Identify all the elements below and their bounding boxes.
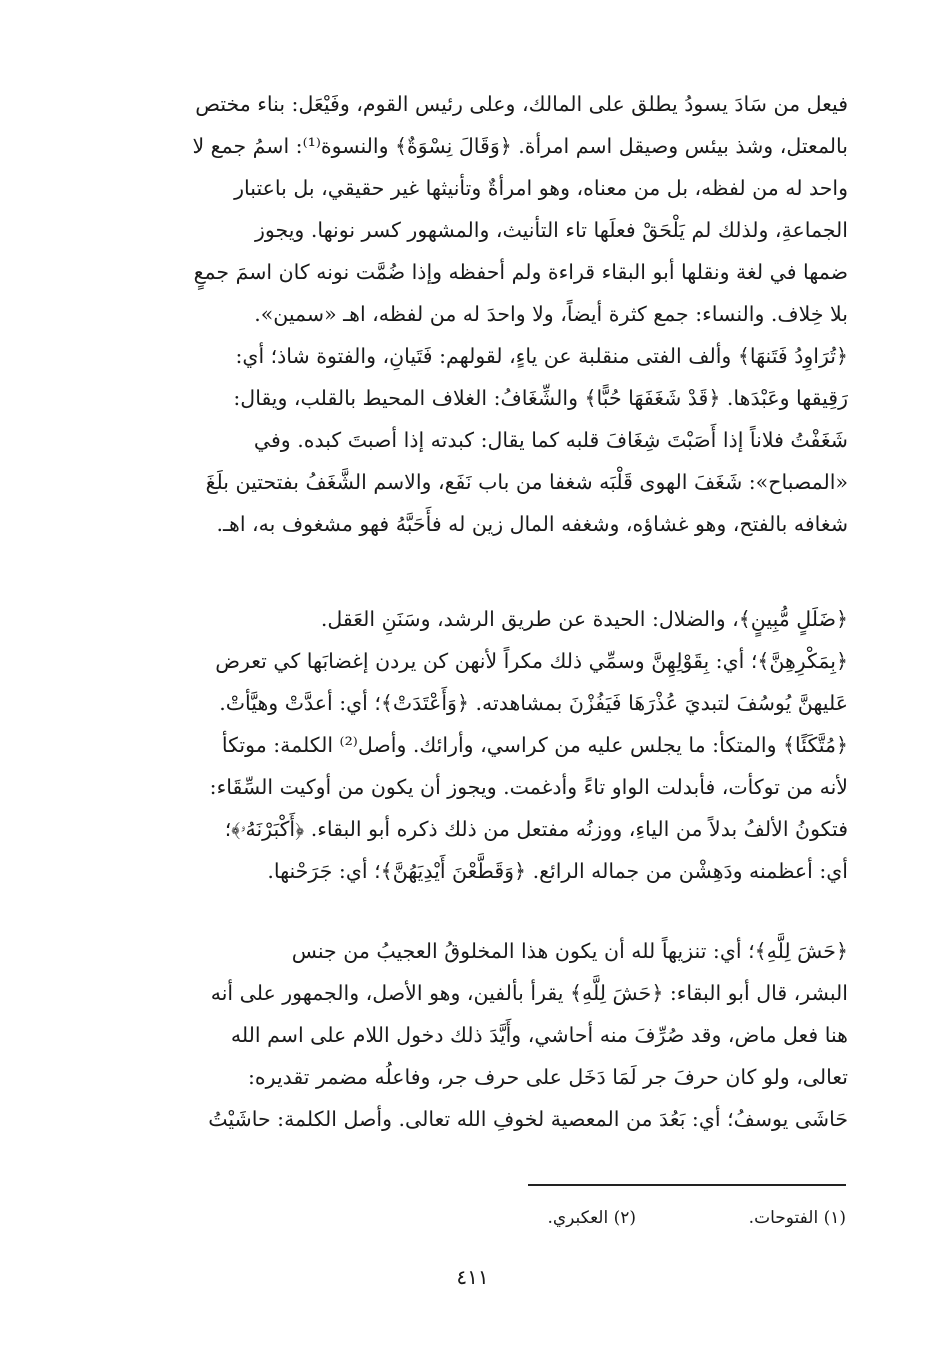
text-line: واحد له من لفظه، بل من معناه، وهو امرأةٌ وتأنيثها غير حقيقي، بل باعتبار	[234, 176, 848, 200]
text-line: شَغَفْتُ فلاناً إذا أَصَبْتَ شِغَافَ قلبه كما يقال: كبدته إذا أصبتَ كبده. وفي	[253, 428, 848, 452]
text-line: ﴿مُتَّكَئًا﴾ والمتكأ: ما يجلس عليه من كراسي، وأرائك. وأصل⁽²⁾ الكلمة: موتكأ	[221, 733, 848, 757]
text-line: هنا فعل ماض، وقد صُرِّفَ منه أحاشي، وأَيَّدَ ذلك دخول اللام على اسم الله	[230, 1023, 848, 1047]
page-number: ٤١١	[456, 1265, 489, 1289]
text-line: ضمها في لغة ونقلها أبو البقاء قراءة ولم أحفظه وإذا ضُمَّت نونه كان اسمَ جمعٍ	[193, 260, 848, 284]
text-line: البشر، قال أبو البقاء: ﴿حَشَ لِلَّهِ﴾ يقرأ بألفين، وهو الأصل، والجمهور على أنه	[210, 981, 848, 1005]
text-line: حَاشَى يوسفُ؛ أي: بَعُدَ من المعصية لخوفِ الله تعالى. وأصل الكلمة: حاشَيْتُ	[208, 1107, 848, 1131]
paragraph-2	[76, 598, 848, 892]
text-line: تعالى، ولو كان حرفَ جر لَمَا دَخَل على حرف جر، وفاعلُه مضمر تقديره:	[248, 1065, 848, 1089]
text-line: الجماعةِ، ولذلك لم يَلْحَقْ فعلَها تاء التأنيث، والمشهور كسر نونها. ويجوز	[254, 218, 848, 242]
text-line: بالمعتل، وشذ بيئس وصيقل اسم امرأة. ﴿وَقَالَ نِسْوَةٌ﴾ والنسوة⁽¹⁾: اسمُ جمع لا	[192, 134, 848, 158]
footnote-2: (٢) العكبري.	[547, 1208, 636, 1228]
text-line: لأنه من توكأت، فأبدلت الواو تاءً وأدغمت. ويجوز أن يكون من أوكيت السِّقَاء:	[209, 775, 848, 799]
text-line: أي: أعظمنه ودَهِشْن من جماله الرائع. ﴿وَقَطَّعْنَ أَيْدِيَهُنَّ﴾؛ أي: جَرَحْنها.	[267, 859, 848, 883]
paragraph-3	[76, 930, 848, 1140]
paragraph-1	[76, 83, 848, 545]
text-line: فيعل من سَادَ يسودُ يطلق على المالك، وعلى رئيس القوم، وفَيْعَل: بناء مختص	[195, 92, 848, 116]
text-line: شغافه بالفتح، وهو غشاؤه، وشغفه المال زين له فأَحَبَّهُ فهو مشغوف به، اهـ.	[216, 512, 848, 536]
text-line: ﴿بِمَكْرِهِنَّ﴾؛ أي: بِقَوْلِهِنَّ وسمِّي ذلك مكراً لأنهن كن يردن إغضابَها كي تعرض	[215, 649, 848, 673]
footnote-divider	[528, 1184, 846, 1186]
text-line: رَقِيقها وعَبْدَها. ﴿قَدْ شَغَفَهَا حُبًّا﴾ والشِّغَافُ: الغلاف المحيط بالقلب، ويقال:	[233, 386, 848, 410]
footnotes	[300, 1203, 846, 1233]
footnote-1: (١) الفتوحات.	[748, 1208, 846, 1228]
text-line: ﴿ضَلَلٍ مُّبِينٍ﴾، والضلال: الحيدة عن طريق الرشد، وسَنَنِ العَقل.	[320, 607, 848, 631]
text-line: عَليهنَّ يُوسُفَ لتبديَ عُذْرَهَا فَيَفُزْنَ بمشاهدته. ﴿وَأَعْتَدَتْ﴾؛ أي: أعدَّتْ وهيَّأتْ.	[219, 691, 848, 715]
text-line: ﴿حَشَ لِلَّهِ﴾؛ أي: تنزيهاً لله أن يكون هذا المخلوقُ العجيبُ من جنس	[291, 939, 848, 963]
text-line: بلا خِلاف. والنساء: جمع كثرة أيضاً، ولا واحدَ له من لفظه، اهـ «سمين».	[254, 302, 848, 326]
text-line: فتكونُ الألفُ بدلاً من الياءِ، ووزنُه مفتعل من ذلك ذكره أبو البقاء. ﴿أَكْبَرْنَهُۥ﴾؛	[224, 817, 848, 841]
text-line: «المصباح»: شَغَفَ الهوى قَلْبَه شغفا من باب نَفَع، والاسم الشَّغَفُ بفتحتين بلَغَ	[205, 470, 848, 494]
text-line: ﴿تُرَاوِدُ فَتَنهَا﴾ وألف الفتى منقلبة عن ياءٍ، لقولهم: فَتَيانِ، والفتوة شاذ؛ أي:	[235, 344, 848, 368]
